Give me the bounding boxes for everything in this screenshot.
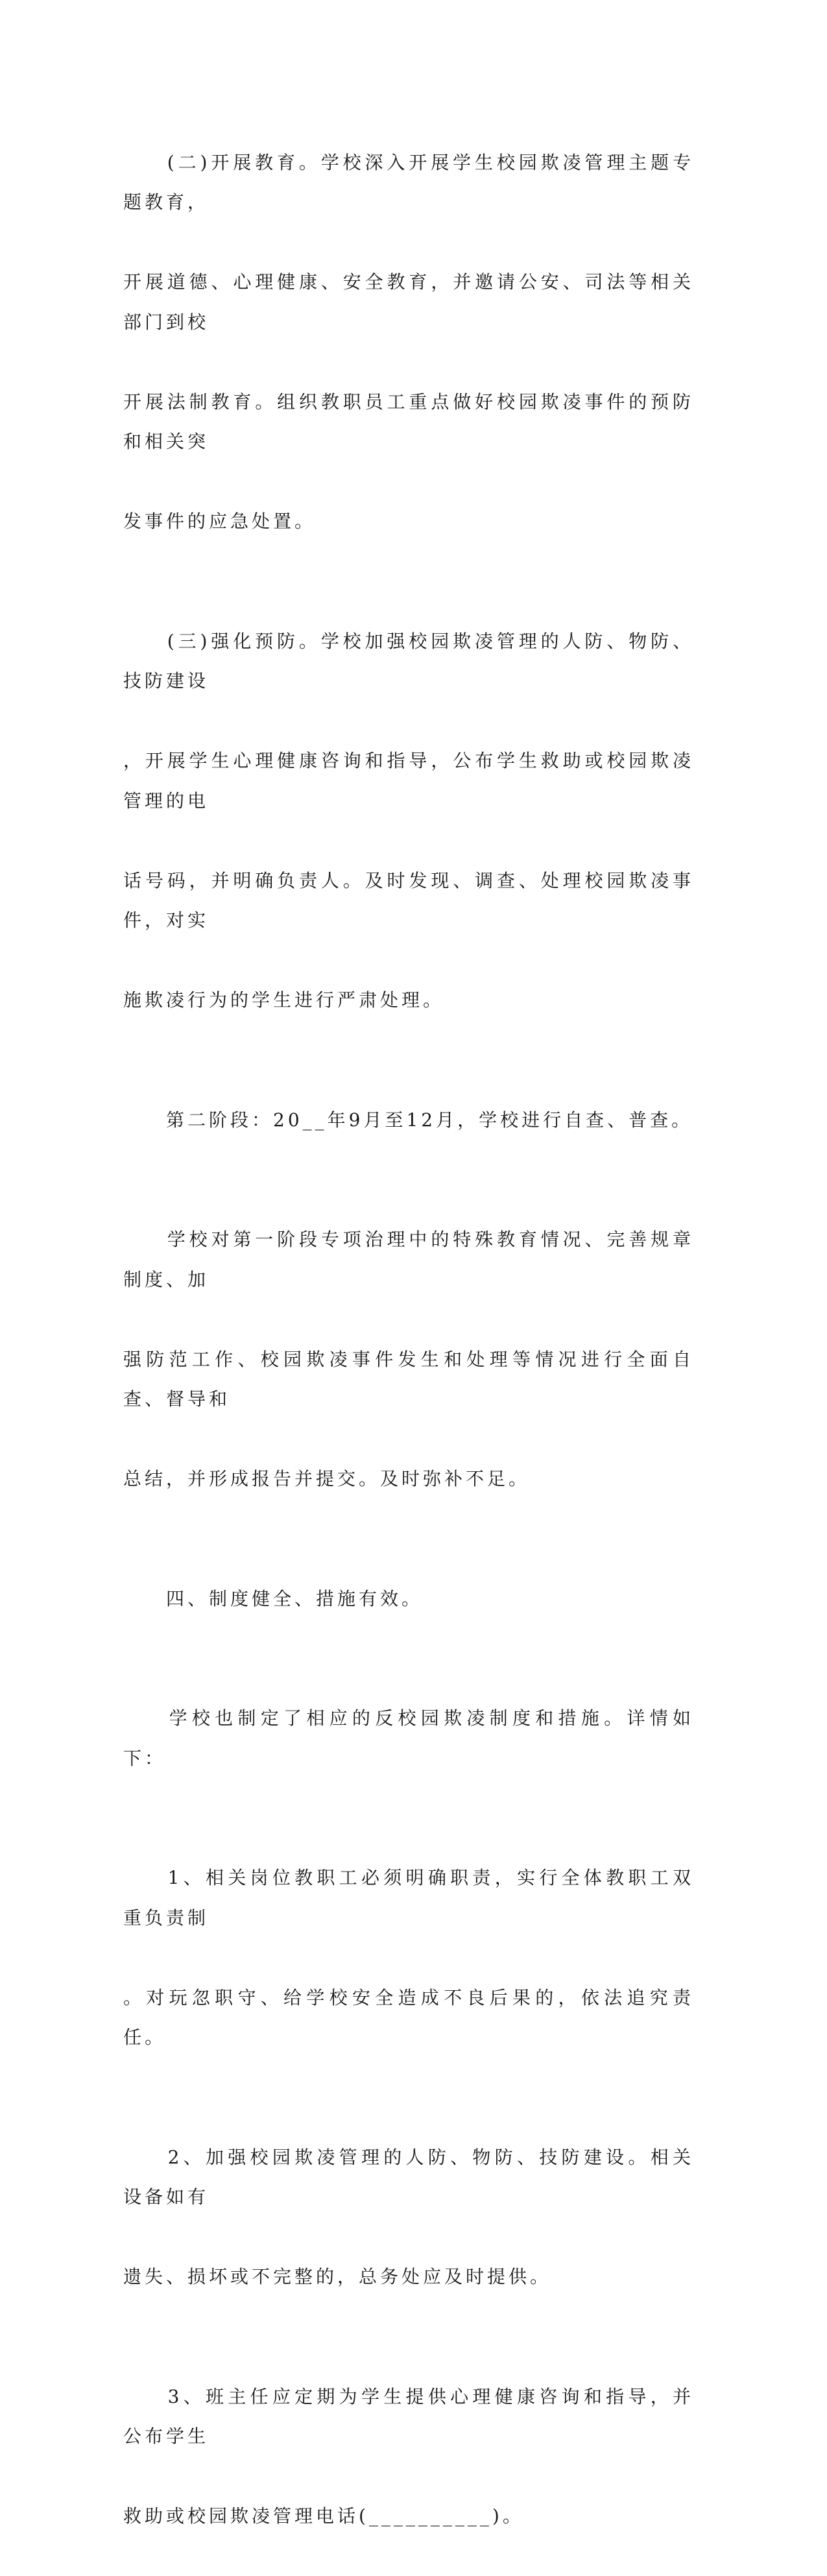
text-line: 话号码，并明确负责人。及时发现、调查、处理校园欺凌事件，对实 (123, 869, 694, 931)
text-line: 学校也制定了相应的反校园欺凌制度和措施。详情如下： (123, 1707, 694, 1769)
paragraph (123, 1060, 694, 1180)
text-line: 开展法制教育。组织教职员工重点做好校园欺凌事件的预防和相关突 (123, 391, 694, 452)
text-line: 发事件的应急处置。 (123, 511, 317, 532)
paragraph (123, 1539, 694, 1659)
text-line: 1、相关岗位教职工必须明确职责，实行全体教职工双重负责制 (123, 1867, 694, 1929)
text-line: (三)强化预防。学校加强校园欺凌管理的人防、物防、技防建设 (123, 630, 694, 692)
text-line: 3、班主任应定期为学生提供心理健康咨询和指导，并公布学生 (123, 2385, 694, 2447)
text-line: 施欺凌行为的学生进行严肃处理。 (123, 989, 445, 1011)
text-line: ，开展学生心理健康咨询和指导，公布学生救助或校园欺凌管理的电 (123, 750, 694, 812)
paragraph (123, 1180, 694, 1539)
text-line: 第二阶段：20__年9月至12月，学校进行自查、普查。 (123, 1109, 693, 1131)
paragraph (123, 102, 694, 581)
paragraph (123, 2097, 694, 2337)
text-line: 总结，并形成报告并提交。及时弥补不足。 (123, 1468, 531, 1489)
text-line: 2、加强校园欺凌管理的人防、物防、技防建设。相关设备如有 (123, 2146, 694, 2208)
paragraph (123, 581, 694, 1060)
document-body (123, 102, 694, 2576)
paragraph (123, 2337, 694, 2576)
text-line: 强防范工作、校园欺凌事件发生和处理等情况进行全面自查、督导和 (123, 1348, 694, 1410)
text-line: 遗失、损坏或不完整的，总务处应及时提供。 (123, 2266, 552, 2287)
text-line: 开展道德、心理健康、安全教育，并邀请公安、司法等相关部门到校 (123, 271, 694, 333)
text-line: (二)开展教育。学校深入开展学生校园欺凌管理主题专题教育， (123, 151, 694, 213)
text-line: 四、制度健全、措施有效。 (123, 1587, 424, 1609)
paragraph (123, 1659, 694, 1818)
paragraph (123, 1818, 694, 2098)
text-line: 。对玩忽职守、给学校安全造成不良后果的，依法追究责任。 (123, 1986, 694, 2048)
text-line: 学校对第一阶段专项治理中的特殊教育情况、完善规章制度、加 (123, 1229, 694, 1290)
text-line: 救助或校园欺凌管理电话(__________)。 (123, 2505, 524, 2527)
